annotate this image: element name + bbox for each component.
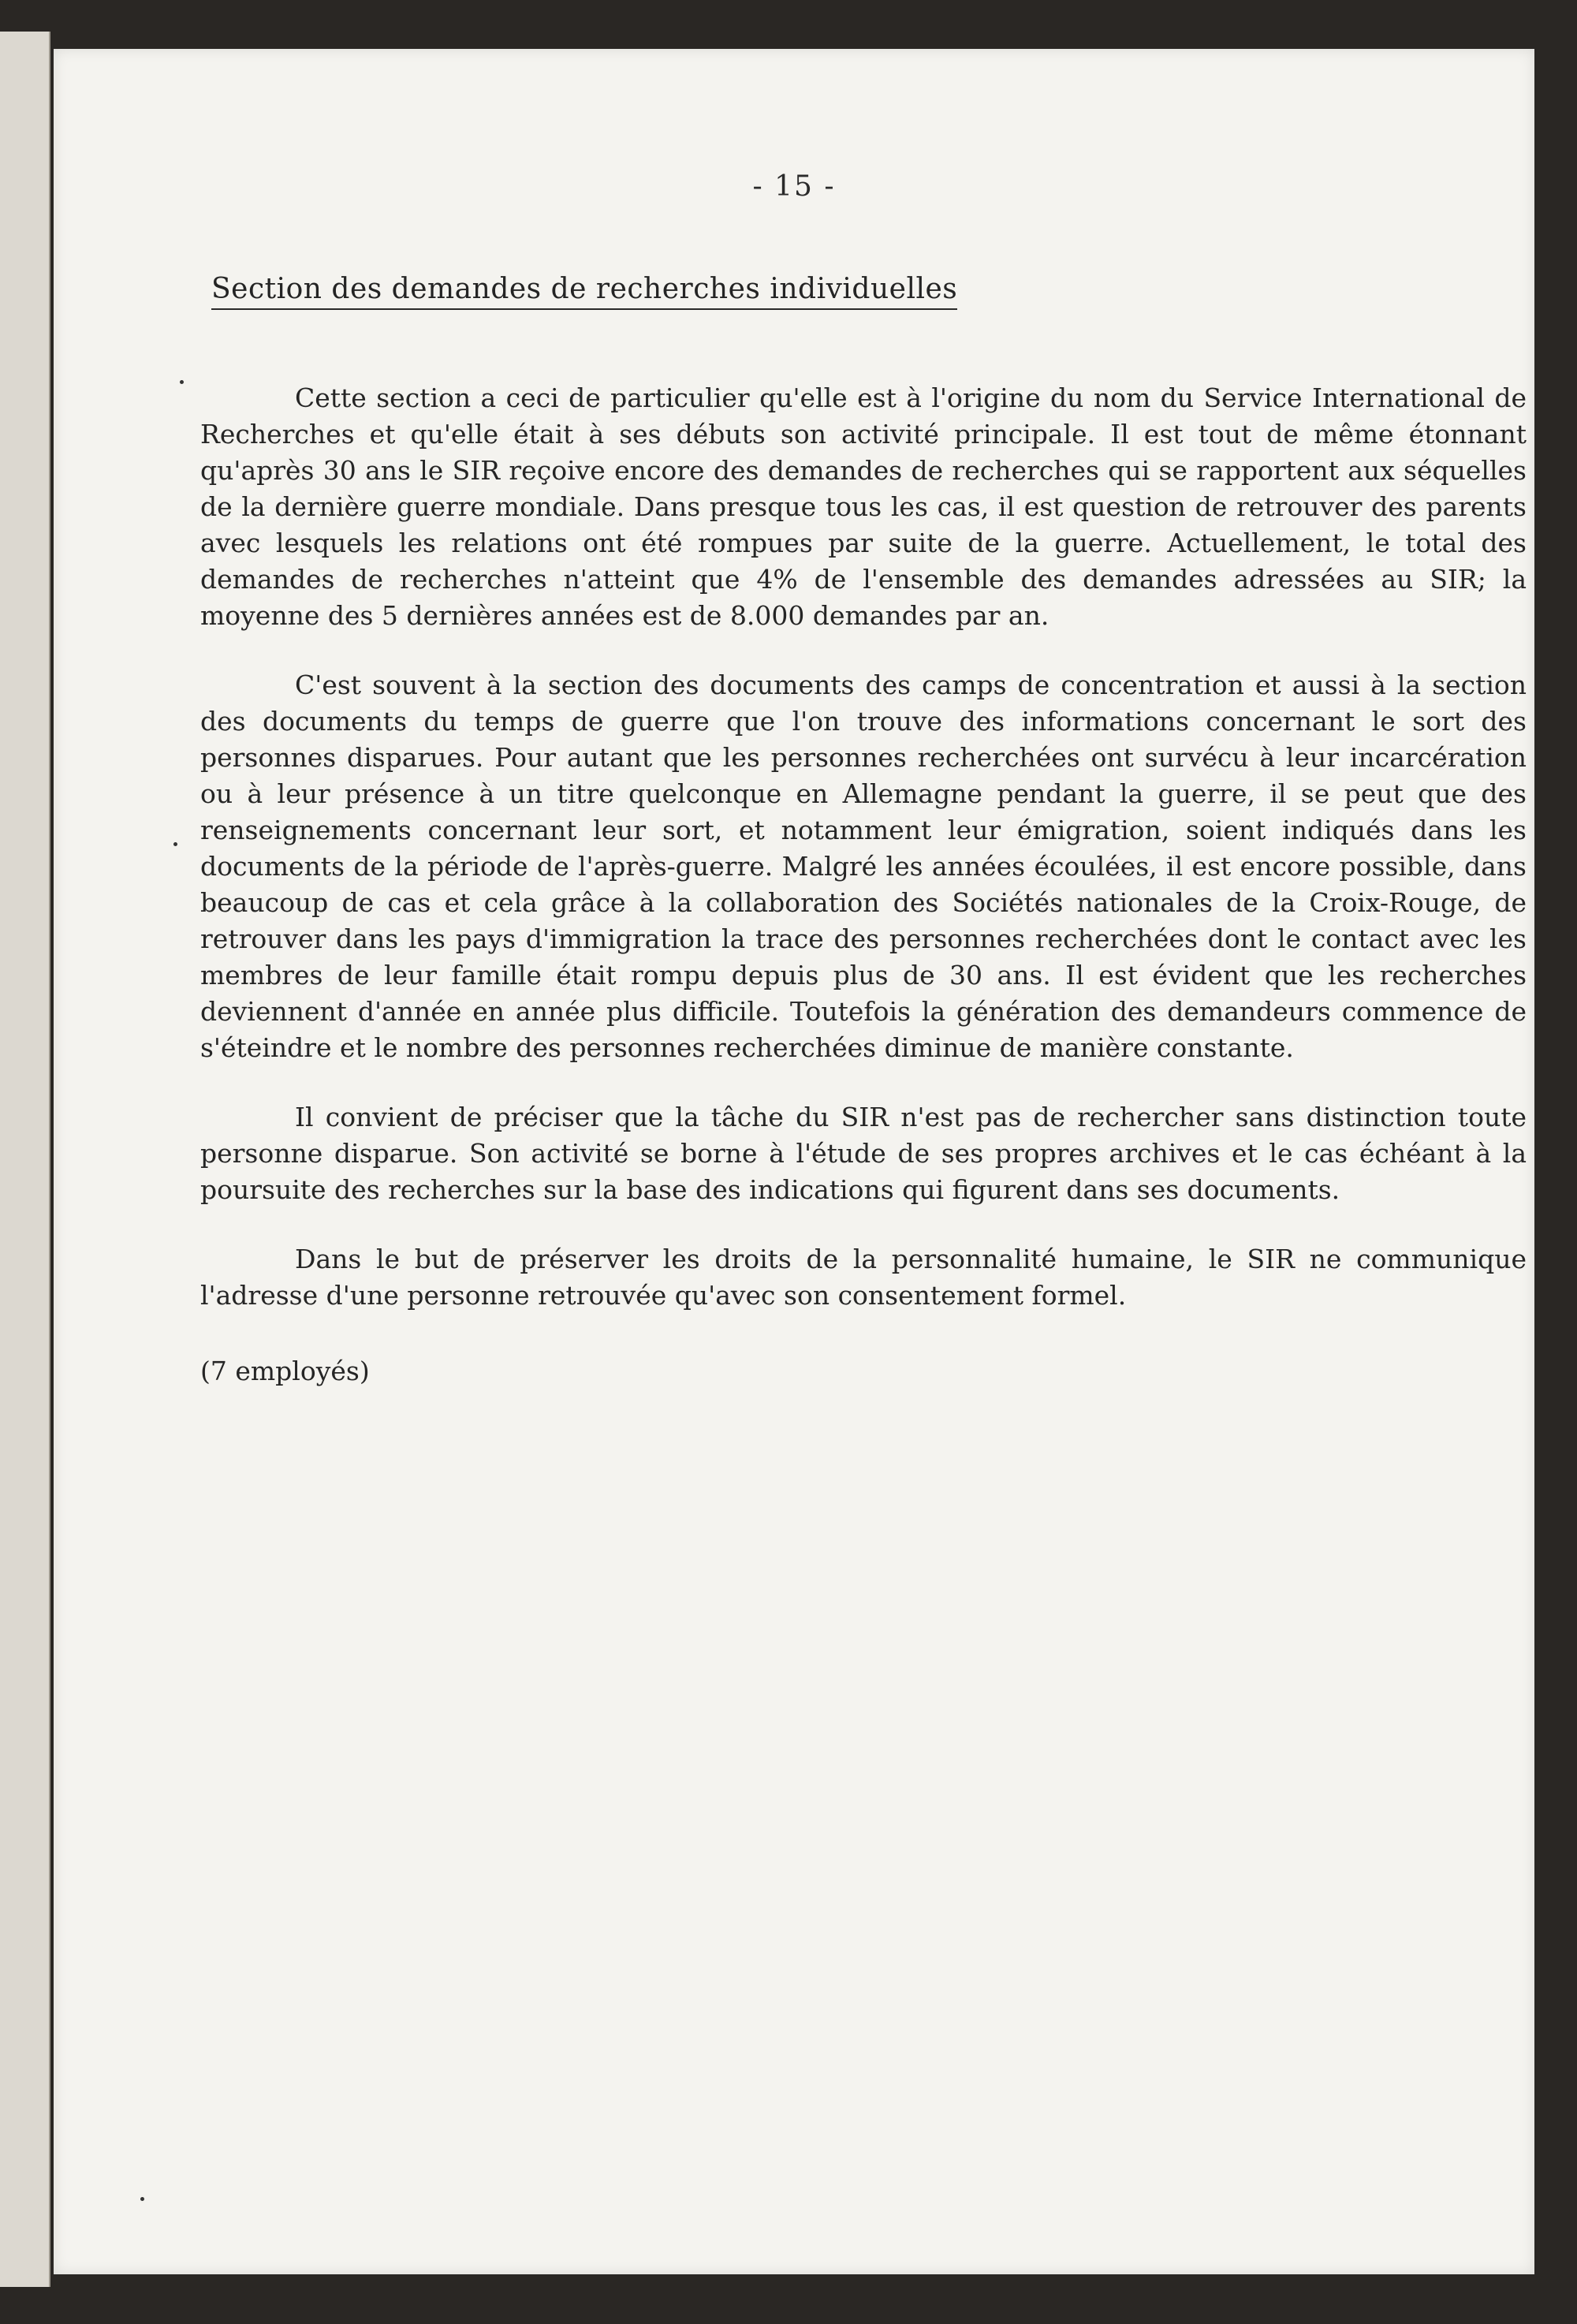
paragraph: Dans le but de préserver les droits de la personnalité humaine, le SIR ne communique l'adresse d'une personne retrouvée qu'avec son consentement formel.	[200, 1244, 1527, 1311]
scan-speck	[173, 842, 177, 846]
section-title: Section des demandes de recherches individuelles	[211, 273, 957, 310]
scan-speck	[140, 2197, 144, 2201]
staff-count: (7 employés)	[200, 1356, 370, 1386]
paragraph: Il convient de préciser que la tâche du SIR n'est pas de rechercher sans distinction toute personne disparue. Son activité se borne à l'étude de ses propres archives et le cas échéant à la poursuite des recherches sur la base des indications qui figurent dans ses documents.	[200, 1102, 1527, 1205]
facing-page-edge	[0, 32, 50, 2287]
paragraph: C'est souvent à la section des documents des camps de concentration et aussi à la section des documents du temps de guerre que l'on trouve des informations concernant le sort des personnes disparues. Pour autant que les personnes recherchées ont survécu à leur incarcération ou à leur présence à un titre quelconque en Allemagne pendant la guerre, il se peut que des renseignements concernant leur sort, et notamment leur émigration, soient indiqués dans les documents de la période de l'après-guerre. Malgré les années écoulées, il est encore possible, dans beaucoup de cas et cela grâce à la collaboration des Sociétés nationales de la Croix-Rouge, de retrouver dans les pays d'immigration la trace des personnes recherchées dont le contact avec les membres de leur famille était rompu depuis plus de 30 ans. Il est évident que les recherches deviennent d'année en année plus difficile. Toutefois la génération des demandeurs commence de s'éteindre et le nombre des personnes recherchées diminue de manière constante.	[200, 670, 1527, 1063]
page-number: - 15 -	[752, 170, 836, 203]
body-text	[200, 380, 1527, 1423]
scan-speck	[180, 380, 184, 384]
document-page	[54, 49, 1534, 2274]
paragraph: Cette section a ceci de particulier qu'elle est à l'origine du nom du Service International de Recherches et qu'elle était à ses débuts son activité principale. Il est tout de même étonnant qu'après 30 ans le SIR reçoive encore des demandes de recherches qui se rapportent aux séquelles de la dernière guerre mondiale. Dans presque tous les cas, il est question de retrouver des parents avec lesquels les relations ont été rompues par suite de la guerre. Actuellement, le total des demandes de recherches n'atteint que 4% de l'ensemble des demandes adressées au SIR; la moyenne des 5 dernières années est de 8.000 demandes par an.	[200, 382, 1527, 631]
